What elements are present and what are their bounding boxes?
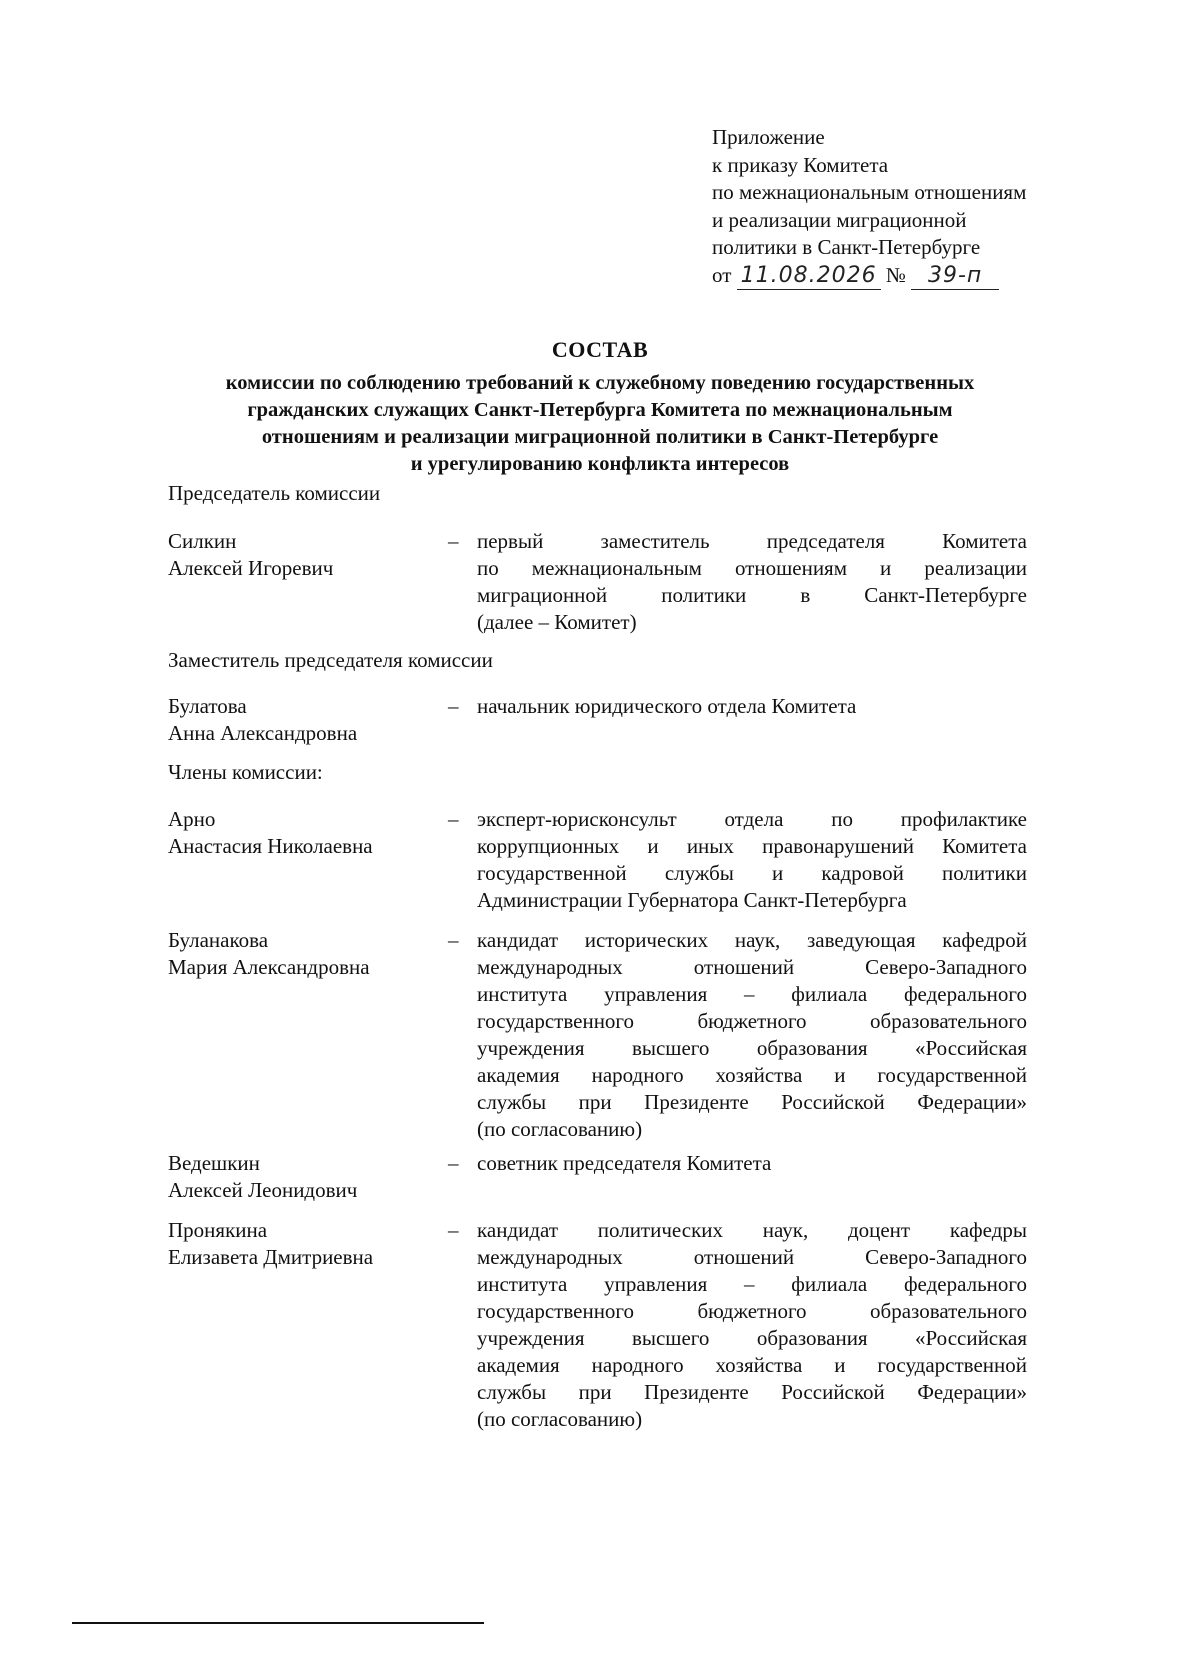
position-line: института управления – филиала федерального [477,982,1027,1006]
entry-dash: – [448,1151,459,1175]
subtitle-line: комиссии по соблюдению требований к служебному поведению государственных [225,372,975,394]
member-given-names: Алексей Леонидович [168,1178,358,1202]
appendix-header [712,124,1026,290]
position-line: международных отношений Северо-Западного [477,955,1027,979]
position-line: института управления – филиала федерального [477,1272,1027,1296]
appendix-line: и реализации миграционной [712,207,967,232]
member-surname: Ведешкин [168,1151,260,1175]
number-prefix: № [885,262,906,287]
member-name [168,693,438,747]
position-line: кандидат исторических наук, заведующая кафедрой [477,928,1027,952]
document-subtitle [100,370,1100,478]
position-line: академия народного хозяйства и государственной [477,1353,1027,1377]
subtitle-line: отношениям и реализации миграционной политики в Санкт-Петербурге [261,426,939,448]
appendix-line: политики в Санкт-Петербурге [712,235,981,259]
member-name [168,528,438,582]
member-position [477,1150,1027,1177]
section-heading-members: Члены комиссии: [168,760,323,784]
member-name [168,927,438,981]
position-line: государственного бюджетного образовательного [477,1299,1027,1323]
appendix-line: по межнациональным отношениям [712,180,1027,204]
member-surname: Силкин [168,529,237,553]
position-line: учреждения высшего образования «Российская [477,1036,1027,1060]
member-position [477,528,1027,636]
position-line: учреждения высшего образования «Российская [477,1326,1027,1350]
position-line: службы при Президенте Российской Федерации» [477,1090,1027,1114]
position-line: миграционной политики в Санкт-Петербурге [477,583,1027,607]
handwritten-number: 39-п [928,262,983,288]
subtitle-line: гражданских служащих Санкт-Петербурга Комитета по межнациональным [247,399,953,421]
member-position [477,1217,1027,1433]
number-field [911,262,999,291]
entry-dash: – [448,928,459,952]
entry-dash: – [448,529,459,553]
position-line: академия народного хозяйства и государственной [477,1063,1027,1087]
entry-dash: – [448,1218,459,1242]
position-line: государственного бюджетного образовательного [477,1009,1027,1033]
position-line: эксперт-юрисконсульт отдела по профилактике [477,807,1027,831]
position-line: службы при Президенте Российской Федерации» [477,1380,1027,1404]
position-line: (по согласованию) [477,1117,643,1141]
document-title: СОСТАВ [551,337,649,362]
member-surname: Булатова [168,694,247,718]
member-given-names: Елизавета Дмитриевна [168,1245,374,1269]
member-given-names: Анастасия Николаевна [168,834,373,858]
position-line: коррупционных и иных правонарушений Комитета [477,834,1027,858]
position-line: (далее – Комитет) [477,610,637,634]
position-line: первый заместитель председателя Комитета [477,529,1027,553]
date-field [737,262,881,291]
date-prefix: от [712,262,732,287]
member-given-names: Алексей Игоревич [168,556,334,580]
member-position [477,806,1027,914]
appendix-line: Приложение [712,125,825,149]
appendix-date-number-line [712,262,1026,291]
member-position [477,693,1027,720]
appendix-line: к приказу Комитета [712,152,889,177]
position-line: международных отношений Северо-Западного [477,1245,1027,1269]
member-surname: Пронякина [168,1218,268,1242]
position-line: по межнациональным отношениям и реализации [477,556,1027,580]
handwritten-date: 11.08.2026 [740,262,877,288]
member-given-names: Анна Александровна [168,721,358,745]
section-heading-deputy: Заместитель председателя комиссии [168,648,493,672]
position-line: советник председателя Комитета [477,1151,772,1175]
position-line: государственной службы и кадровой политики [477,861,1027,885]
member-surname: Буланакова [168,928,269,952]
position-line: Администрации Губернатора Санкт-Петербурга [477,888,907,912]
member-name [168,1217,438,1271]
member-name [168,1150,438,1204]
member-position [477,927,1027,1143]
member-name [168,806,438,860]
subtitle-line: и урегулированию конфликта интересов [410,453,790,475]
footer-rule [72,1622,484,1624]
member-given-names: Мария Александровна [168,955,370,979]
member-surname: Арно [168,807,216,831]
section-heading-chairman: Председатель комиссии [168,481,381,505]
entry-dash: – [448,694,459,718]
position-line: начальник юридического отдела Комитета [477,694,857,718]
entry-dash: – [448,807,459,831]
position-line: (по согласованию) [477,1407,643,1431]
position-line: кандидат политических наук, доцент кафедры [477,1218,1027,1242]
